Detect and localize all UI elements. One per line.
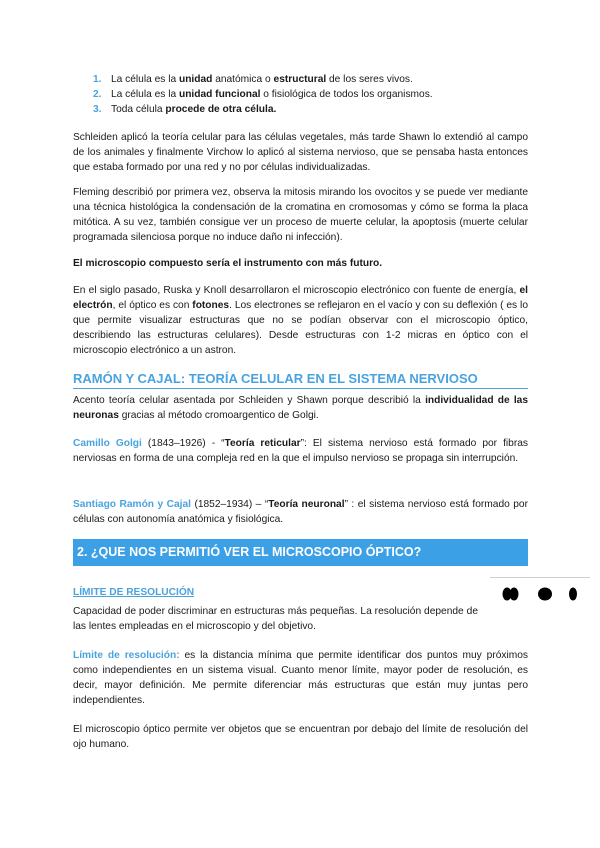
paragraph-microscopio: El microscopio compuesto sería el instrumento con más futuro. [73, 258, 383, 269]
list-item: 1. La célula es la unidad anatómica o estructural de los seres vivos. [93, 74, 413, 85]
dot-merged-middle [538, 588, 552, 601]
paragraph-capacidad: Capacidad de poder discriminar en estructuras más pequeñas. La resolución depende de las lentes empleadas en el microscopio y del objetivo. [73, 606, 478, 632]
dot-single-right [569, 588, 577, 601]
paragraph-golgi: Camillo Golgi (1843–1926) - “Teoría reticular”: El sistema nervioso está formado por fibras nerviosas en forma de una compleja red en la que el impulso nervioso se propaga sin interrupción. [73, 438, 528, 464]
heading-ramon-cajal: RAMÓN Y CAJAL: TEORÍA CELULAR EN EL SISTEMA NERVIOSO [73, 371, 528, 389]
section-heading-bar: 2. ¿QUE NOS PERMITIÓ VER EL MICROSCOPIO ÓPTICO? [73, 539, 528, 566]
paragraph-cajal: Santiago Ramón y Cajal (1852–1934) – “Teoría neuronal” : el sistema nervioso está formado por células con autonomía anatómica y fisiológica. [73, 499, 528, 525]
paragraph-fleming: Fleming describió por primera vez, observa la mitosis mirando los ovocitos y se puede ver mediante una técnica histológica la condensación de la cromatina en cromosomas y cómo se forma la placa mitótica. A su vez, también consigue ver un proceso de muerte celular, la apoptosis (muerte celular programada silenciosa porque no induce daño ni infección). [73, 187, 528, 243]
paragraph-schleiden: Schleiden aplicó la teoría celular para las células vegetales, más tarde Shawn lo extendió al campo de los animales y finalmente Virchow lo aplicó al sistema nervioso, que se pensaba hasta entonces que estaba formado por una red y no por células individualizadas. [73, 132, 528, 173]
cell-theory-list [93, 72, 433, 117]
dot-pair-left-b [510, 588, 519, 601]
heading-limite-resolucion: LÍMITE DE RESOLUCIÓN [73, 587, 195, 598]
list-item: 3. Toda célula procede de otra célula. [93, 104, 277, 115]
paragraph-ojo-humano: El microscopio óptico permite ver objetos que se encuentran por debajo del límite de resolución del ojo humano. [73, 724, 528, 750]
paragraph-limite-definicion: Límite de resolución: es la distancia mínima que permite identificar dos puntos muy próximos como independientes en un sistema visual. Cuanto menor límite, mayor poder de resolución, es decir, mayor definición. Me permite diferenciar más estructuras que están muy juntas pero independientes. [73, 650, 528, 706]
paragraph-acento: Acento teoría celular asentada por Schleiden y Shawn porque describió la individualidad de las neuronas gracias al método cromoargentico de Golgi. [73, 395, 529, 421]
resolution-dots-svg [490, 578, 590, 610]
list-item: 2. La célula es la unidad funcional o fisiológica de todos los organismos. [93, 89, 433, 100]
resolution-dots-figure [490, 577, 590, 610]
paragraph-ruska: En el siglo pasado, Ruska y Knoll desarrollaron el microscopio electrónico con fuente de energía, el electrón, el óptico es con fotones. Los electrones se reflejaron en el vacío y con su deflexión ( es lo que permite visualizar estructuras que no se podían observar con el microscopio óptico, describiendo las estructuras celulares). Desde estructuras con 1-2 micras en óptico con el microscopio electrónico a un astron. [73, 285, 528, 356]
